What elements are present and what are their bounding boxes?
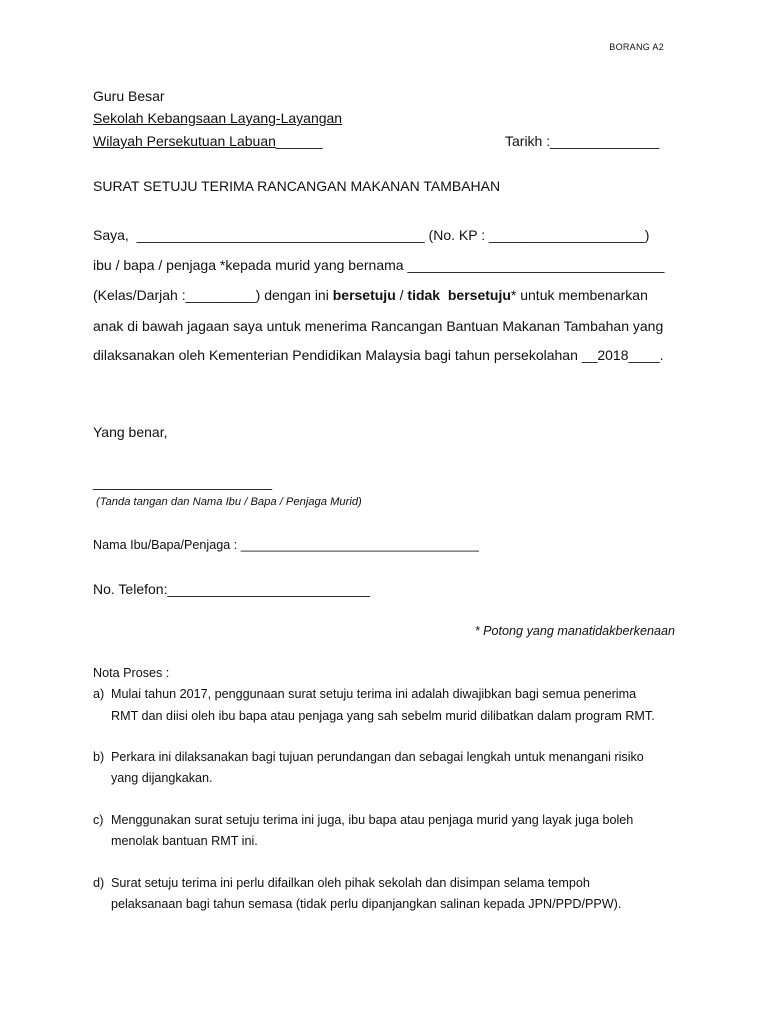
phone-field: No. Telefon:__________________________ — [93, 581, 370, 597]
notes-heading: Nota Proses : — [93, 666, 170, 680]
date-field: Tarikh :______________ — [505, 133, 660, 149]
note-line: Surat setuju terima ini perlu difailkan oleh pihak sekolah dan disimpan selama tempoh — [111, 876, 590, 890]
recipient-school: Sekolah Kebangsaan Layang-Layangan — [93, 110, 343, 126]
signature-caption: (Tanda tangan dan Nama Ibu / Bapa / Penjaga Murid) — [96, 496, 362, 508]
note-line: menolak bantuan RMT ini. — [111, 834, 258, 848]
recipient-address-trail: ______ — [275, 133, 323, 149]
note-marker: b) — [93, 750, 105, 764]
closing: Yang benar, — [93, 424, 168, 440]
letter-title: SURAT SETUJU TERIMA RANCANGAN MAKANAN TAMBAHAN — [93, 178, 501, 194]
recipient-title: Guru Besar — [93, 88, 165, 104]
consent-disagree: tidak bersetuju — [407, 287, 511, 303]
note-line: Menggunakan surat setuju terima ini juga, ibu bapa atau penjaga murid yang layak juga boleh — [111, 813, 634, 827]
recipient-address-text: Wilayah Persekutuan Labuan — [93, 133, 276, 149]
body-line-name-ic: Saya, _____________________________________ (No. KP : ____________________) — [93, 227, 650, 243]
body-line-program: anak di bawah jagaan saya untuk menerima Rancangan Bantuan Makanan Tambahan yang — [93, 318, 664, 334]
note-marker: a) — [93, 687, 105, 701]
note-marker: c) — [93, 813, 104, 827]
note-marker: d) — [93, 876, 105, 890]
body-line-consent — [93, 287, 648, 303]
signature-line: _______________________ — [93, 474, 273, 490]
form-code: BORANG A2 — [609, 42, 664, 52]
body-line-year — [93, 347, 664, 363]
class-field: (Kelas/Darjah :_________) dengan ini — [93, 287, 333, 303]
footnote: * Potong yang manatidakberkenaan — [474, 624, 675, 638]
year-lead: dilaksanakan oleh Kementerian Pendidikan Malaysia bagi tahun persekolahan — [93, 347, 582, 363]
consent-separator: / — [395, 287, 408, 303]
recipient-address — [93, 133, 323, 149]
school-year: __2018____. — [581, 347, 664, 363]
note-line: RMT dan diisi oleh ibu bapa atau penjaga yang sah sebelm murid dilibatkan dalam program RMT. — [111, 709, 655, 723]
consent-agree: bersetuju — [332, 287, 396, 303]
consent-tail: * untuk membenarkan — [510, 287, 648, 303]
body-line-student: ibu / bapa / penjaga *kepada murid yang bernama _________________________________ — [93, 257, 665, 273]
note-line: Mulai tahun 2017, penggunaan surat setuju terima ini adalah diwajibkan bagi semua penerima — [111, 687, 637, 701]
note-line: pelaksanaan bagi tahun semasa (tidak perlu dipanjangkan salinan kepada JPN/PPD/PPW). — [111, 897, 622, 911]
parent-name-field: Nama Ibu/Bapa/Penjaga : __________________________________ — [93, 538, 479, 552]
note-line: Perkara ini dilaksanakan bagi tujuan perundangan dan sebagai lengkah untuk menangani risiko — [111, 750, 644, 764]
note-line: yang dijangkakan. — [111, 771, 213, 785]
